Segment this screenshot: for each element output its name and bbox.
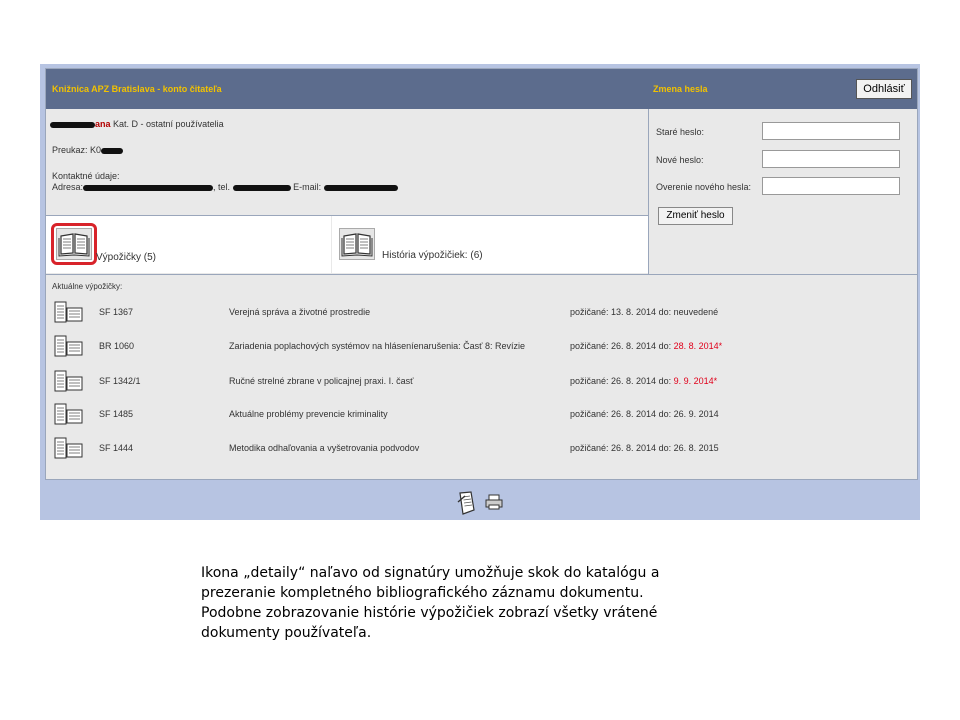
loan-signature: SF 1485 <box>99 409 134 419</box>
loan-signature: BR 1060 <box>99 341 135 351</box>
caption <box>201 563 721 643</box>
loan-due: 26. 8. 2015 <box>673 443 719 453</box>
caption-line: Podobne zobrazovanie histórie výpožičiek zobrazí všetky vrátené <box>201 605 658 621</box>
document-details-icon[interactable] <box>54 437 82 459</box>
user-category: Kat. D - ostatní používatelia <box>113 119 224 129</box>
change-password-button[interactable]: Zmeniť heslo <box>658 207 733 225</box>
user-name: ana <box>95 119 111 129</box>
book-icon[interactable] <box>339 228 375 260</box>
old-password-label: Staré heslo: <box>656 127 705 137</box>
divider <box>46 274 917 275</box>
new-password-label: Nové heslo: <box>656 155 704 165</box>
loan-borrowed: požičané: 26. 8. 2014 do: <box>570 409 672 419</box>
contacts-heading: Kontaktné údaje: <box>52 171 120 181</box>
old-password-input[interactable] <box>762 122 900 140</box>
document-details-icon[interactable] <box>54 335 82 357</box>
redacted-email <box>324 185 398 191</box>
document-details-icon[interactable] <box>54 370 82 392</box>
account-frame <box>40 64 920 520</box>
loan-dates <box>570 443 719 453</box>
loan-signature: SF 1444 <box>99 443 134 453</box>
loan-due: 9. 9. 2014* <box>673 376 718 386</box>
top-bar <box>46 69 917 109</box>
card-number <box>52 145 123 155</box>
new-password-input[interactable] <box>762 150 900 168</box>
library-title-link[interactable]: Knižnica APZ Bratislava - konto čitateľa <box>52 84 222 94</box>
tab-history[interactable] <box>332 216 648 273</box>
loans-heading: Aktuálne výpožičky: <box>52 282 123 291</box>
loan-borrowed: požičané: 26. 8. 2014 do: <box>570 443 672 453</box>
tel-label: , tel. <box>213 182 231 192</box>
loan-borrowed: požičané: 26. 8. 2014 do: <box>570 376 672 386</box>
redacted-card <box>101 148 123 154</box>
book-icon[interactable] <box>56 228 92 260</box>
loan-borrowed: požičané: 13. 8. 2014 do: <box>570 307 672 317</box>
loan-dates <box>570 341 722 351</box>
loan-title: Metodika odhaľovania a vyšetrovania podvodov <box>229 443 420 453</box>
account-panel <box>45 68 918 480</box>
print-icon[interactable] <box>485 494 503 515</box>
loan-borrowed: požičané: 26. 8. 2014 do: <box>570 341 672 351</box>
caption-line: dokumenty používateľa. <box>201 625 372 641</box>
loan-dates <box>570 376 717 386</box>
card-label: Preukaz: K0 <box>52 145 102 155</box>
contact-line <box>52 182 398 192</box>
address-label: Adresa: <box>52 182 84 192</box>
export-icon[interactable] <box>457 490 477 521</box>
loan-dates <box>570 307 718 317</box>
user-header <box>50 119 224 129</box>
confirm-password-label: Overenie nového hesla: <box>656 182 752 192</box>
loan-due: 28. 8. 2014* <box>673 341 723 351</box>
loan-title: Aktuálne problémy prevencie kriminality <box>229 409 388 419</box>
change-password-link[interactable]: Zmena hesla <box>653 84 708 94</box>
document-details-icon[interactable] <box>54 403 82 425</box>
caption-line: Ikona „detaily“ naľavo od signatúry umožňuje skok do katalógu a <box>201 565 660 581</box>
redacted-address <box>83 185 213 191</box>
document-details-icon[interactable] <box>54 301 82 323</box>
loan-title: Verejná správa a životné prostredie <box>229 307 371 317</box>
loan-title: Ručné strelné zbrane v policajnej praxi. I. časť <box>229 376 414 386</box>
loan-signature: SF 1342/1 <box>99 376 141 386</box>
caption-line: prezeranie kompletného bibliografického záznamu dokumentu. <box>201 585 644 601</box>
loans-tab-label[interactable]: Výpožičky (5) <box>96 252 157 263</box>
loan-due: 26. 9. 2014 <box>673 409 719 419</box>
loan-title: Zariadenia poplachových systémov na hláseníenarušenia: Časť 8: Revízie <box>229 341 526 351</box>
loan-signature: SF 1367 <box>99 307 134 317</box>
history-tab-label[interactable]: História výpožičiek: (6) <box>382 250 483 261</box>
redacted-phone <box>233 185 291 191</box>
tab-loans[interactable] <box>46 216 331 273</box>
divider <box>648 109 649 275</box>
confirm-password-input[interactable] <box>762 177 900 195</box>
email-label: E-mail: <box>293 182 322 192</box>
logout-button[interactable]: Odhlásiť <box>856 79 912 99</box>
loan-dates <box>570 409 719 419</box>
loan-due: neuvedené <box>673 307 719 317</box>
redacted-surname <box>50 122 95 128</box>
